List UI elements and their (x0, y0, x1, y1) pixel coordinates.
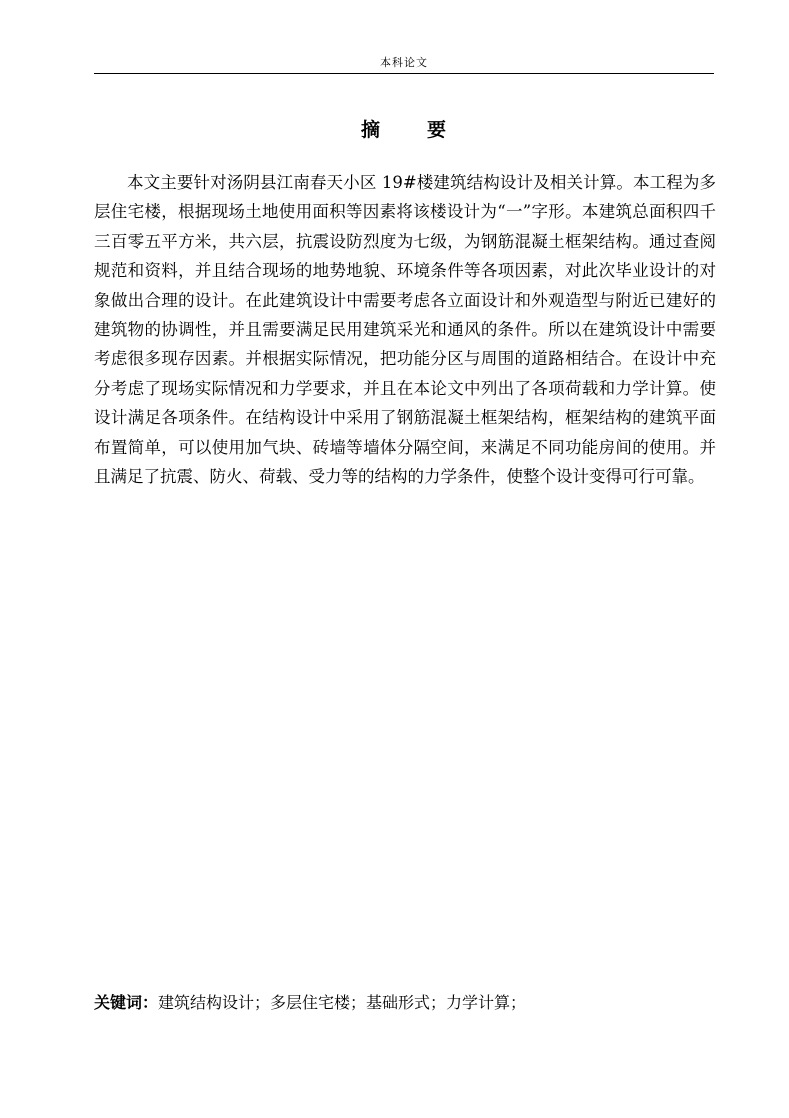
abstract-title-char-1: 摘 (360, 119, 381, 141)
abstract-body: 本文主要针对汤阴县江南春天小区 19#楼建筑结构设计及相关计算。本工程为多层住宅楼，根据现场土地使用面积等因素将该楼设计为“一”字形。本建筑总面积四千三百零五平方米，共六层，抗震设防烈度为七级，为钢筋混凝土框架结构。通过查阅规范和资料，并且结合现场的地势地貌、环境条件等各项因素，对此次毕业设计的对象做出合理的设计。在此建筑设计中需要考虑各立面设计和外观造型与附近已建好的建筑物的协调性，并且需要满足民用建筑采光和通风的条件。所以在建筑设计中需要考虑很多现存因素。并根据实际情况，把功能分区与周围的道路相结合。在设计中充分考虑了现场实际情况和力学要求，并且在本论文中列出了各项荷载和力学计算。使设计满足各项条件。在结构设计中采用了钢筋混凝土框架结构，框架结构的建筑平面布置简单，可以使用加气块、砖墙等墙体分隔空间，来满足不同功能房间的使用。并且满足了抗震、防火、荷载、受力等的结构的力学条件，使整个设计变得可行可靠。 (94, 173, 716, 487)
header-rule (94, 73, 714, 74)
keywords-list: 建筑结构设计；多层住宅楼；基础形式；力学计算； (158, 993, 527, 1012)
keywords-line (94, 991, 714, 1015)
keywords-label: 关键词： (94, 993, 159, 1012)
abstract-title-char-2: 要 (427, 119, 448, 141)
abstract-title (94, 117, 714, 143)
running-header: 本科论文 (380, 56, 428, 69)
